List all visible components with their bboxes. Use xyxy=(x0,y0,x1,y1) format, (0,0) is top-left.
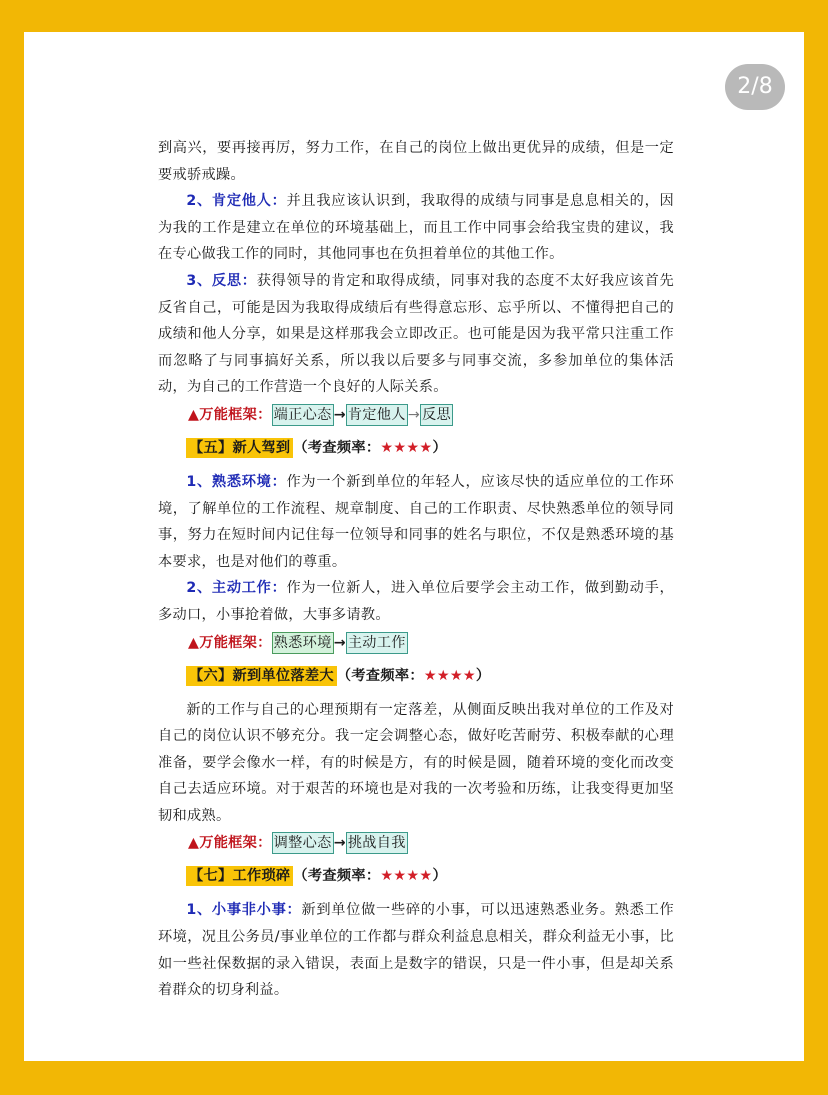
paragraph-gap: 新的工作与自己的心理预期有一定落差，从侧面反映出我对单位的工作及对自己的岗位认识不够充分。我一定会调整心态，做好吃苦耐劳、积极奉献的心理准备，要学会像水一样，有的时候是方，有的时候是圆，随着环境的变化而改变自己去适应环境。对于艰苦的环境也是对我的一次考验和历练，让我变得更加坚韧和成熟。 xyxy=(158,701,674,824)
arrow-icon: → xyxy=(333,634,346,651)
framework-row-1 xyxy=(158,401,674,429)
point-heading: 3、反思： xyxy=(186,272,257,289)
framework-item: 主动工作 xyxy=(346,632,408,654)
framework-item: 挑战自我 xyxy=(346,832,408,854)
frequency-close: ） xyxy=(475,667,491,684)
point-heading: 1、小事非小事： xyxy=(186,902,302,919)
arrow-icon: → xyxy=(333,835,346,852)
frequency-label: （考查频率： xyxy=(293,868,381,885)
section-heading-7 xyxy=(158,863,674,889)
star-rating-icon: ★★★★ xyxy=(423,667,476,684)
paragraph-affirm-others xyxy=(158,188,674,268)
section-title: 【七】工作琐碎 xyxy=(186,866,293,886)
framework-label: ▲万能框架： xyxy=(188,634,272,651)
point-text: 新到单位做一些碎的小事，可以迅速熟悉业务。熟悉工作环境，况且公务员/事业单位的工作都与群众利益息息相关，群众利益无小事，比如一些社保数据的录入错误，表面上是数字的错误，只是一件小事，但是却关系着群众的切身利益。 xyxy=(158,902,674,999)
paragraph-small-things xyxy=(158,897,674,1003)
framework-row-3 xyxy=(158,829,674,857)
frequency-label: （考查频率： xyxy=(336,667,424,684)
framework-row-2 xyxy=(158,629,674,657)
section-title: 【六】新到单位落差大 xyxy=(186,666,337,686)
framework-item: 端正心态 xyxy=(272,404,334,426)
framework-item: 反思 xyxy=(420,404,453,426)
arrow-icon: → xyxy=(333,406,346,423)
section-title: 【五】新人驾到 xyxy=(186,438,293,458)
frequency-label: （考查频率： xyxy=(293,439,381,456)
framework-label: ▲万能框架： xyxy=(188,406,272,423)
paragraph-familiarize xyxy=(158,469,674,575)
point-text: 作为一个新到单位的年轻人，应该尽快的适应单位的工作环境，了解单位的工作流程、规章制度、自己的工作职责、尽快熟悉单位的领导同事，努力在短时间内记住每一位领导和同事的姓名与职位，不仅是熟悉环境的基本要求，也是对他们的尊重。 xyxy=(158,473,674,570)
document-content xyxy=(158,135,674,1004)
paragraph-reflect xyxy=(158,268,674,401)
frequency-close: ） xyxy=(432,868,447,885)
point-text: 并且我应该认识到，我取得的成绩与同事是息息相关的，因为我的工作是建立在单位的环境基础上，而且工作中同事会给我宝贵的建议，我在专心做我工作的同时，其他同事也在负担着单位的其他工作。 xyxy=(158,193,674,263)
paragraph-proactive xyxy=(158,575,674,628)
framework-item: 调整心态 xyxy=(272,832,334,854)
star-rating-icon: ★★★★ xyxy=(380,868,433,885)
page-indicator: 2/8 xyxy=(725,64,785,110)
framework-item: 熟悉环境 xyxy=(272,632,334,654)
star-rating-icon: ★★★★ xyxy=(380,439,433,456)
section-heading-5 xyxy=(158,435,674,461)
section-heading-6 xyxy=(158,663,674,689)
arrow-icon: → xyxy=(407,406,420,423)
point-text: 获得领导的肯定和取得成绩，同事对我的态度不太好我应该首先反省自己，可能是因为我取得成绩后有些得意忘形、忘乎所以、不懂得把自己的成绩和他人分享，如果是这样那我会立即改正。也可能是因为我平常只注重工作而忽略了与同事搞好关系，所以我以后要多与同事交流，多参加单位的集体活动，为自己的工作营造一个良好的人际关系。 xyxy=(158,272,675,396)
point-heading: 2、肯定他人： xyxy=(186,193,287,210)
framework-item: 肯定他人 xyxy=(346,404,408,426)
frequency-close: ） xyxy=(432,439,447,456)
point-heading: 1、熟悉环境： xyxy=(186,473,287,490)
point-heading: 2、主动工作： xyxy=(186,580,287,597)
point-text: 作为一位新人，进入单位后要学会主动工作，做到勤动手，多动口，小事抢着做，大事多请教。 xyxy=(158,580,674,623)
framework-label: ▲万能框架： xyxy=(188,835,272,852)
paragraph-intro: 到高兴，要再接再厉，努力工作，在自己的岗位上做出更优异的成绩，但是一定要戒骄戒躁。 xyxy=(158,140,674,183)
